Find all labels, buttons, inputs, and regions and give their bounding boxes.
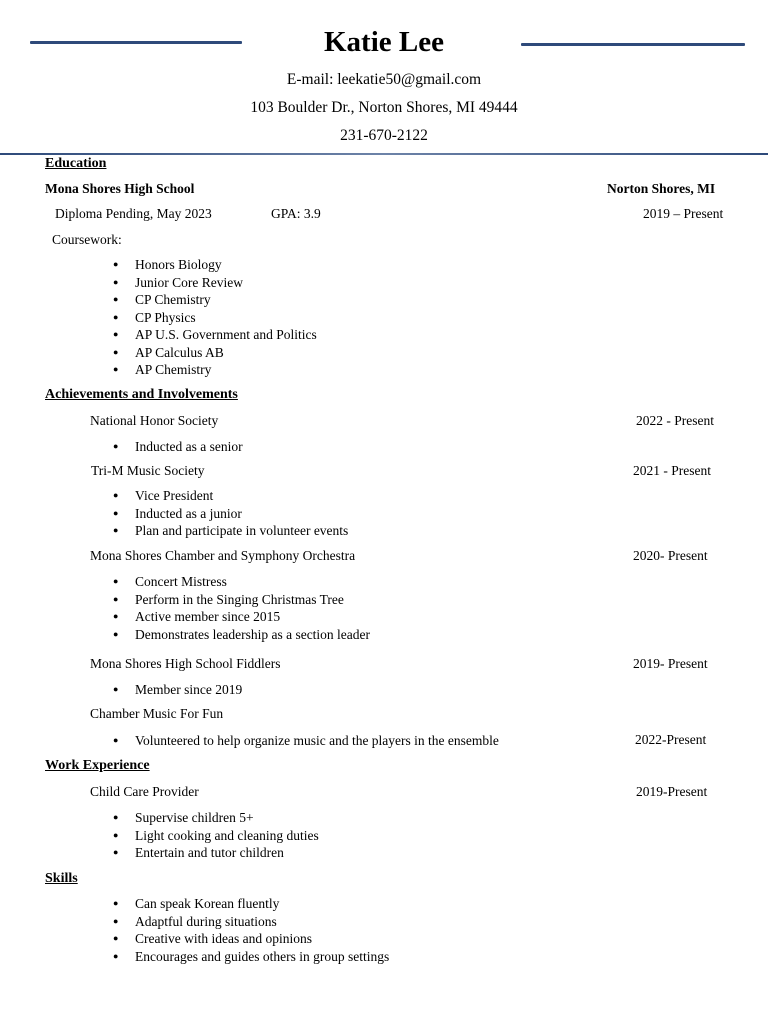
job-dates: 2019-Present	[636, 784, 708, 799]
achievement-dates: 2019- Present	[633, 656, 708, 671]
list-item: ● Volunteered to help organize music and the players in the ensemble	[113, 732, 499, 750]
achievement-dates: 2020- Present	[633, 548, 708, 563]
list-item: ● Adaptful during situations	[113, 913, 389, 931]
achievement-title: Mona Shores Chamber and Symphony Orchestra	[90, 548, 356, 563]
achievement-dates: 2022-Present	[635, 732, 707, 747]
list-item: ● Entertain and tutor children	[113, 844, 319, 862]
gpa: GPA: 3.9	[271, 206, 321, 221]
list-item: ● Active member since 2015	[113, 608, 370, 626]
skills-list	[113, 895, 389, 965]
list-item: ● Vice President	[113, 487, 348, 505]
phone-line: 231-670-2122	[340, 127, 428, 144]
list-item: ● Demonstrates leadership as a section leader	[113, 626, 370, 644]
achievement-title: Tri-M Music Society	[91, 463, 205, 478]
list-item: ● Junior Core Review	[113, 274, 317, 292]
resume-name: Katie Lee	[324, 26, 444, 58]
list-item: ● Honors Biology	[113, 256, 317, 274]
achievements-heading: Achievements and Involvements	[45, 387, 238, 402]
school-name: Mona Shores High School	[45, 181, 195, 196]
list-item: ● Inducted as a junior	[113, 505, 348, 523]
list-item: ● Creative with ideas and opinions	[113, 930, 389, 948]
work-heading: Work Experience	[45, 758, 150, 773]
achievement-title: Mona Shores High School Fiddlers	[90, 656, 281, 671]
address-line: 103 Boulder Dr., Norton Shores, MI 49444	[250, 99, 518, 116]
education-dates: 2019 – Present	[643, 206, 724, 221]
achievement-bullets	[113, 573, 370, 643]
header-divider	[0, 153, 768, 155]
list-item: ● CP Chemistry	[113, 291, 317, 309]
achievement-bullets	[113, 732, 499, 750]
job-title: Child Care Provider	[90, 784, 199, 799]
list-item: ● Light cooking and cleaning duties	[113, 827, 319, 845]
coursework-label: Coursework:	[52, 232, 122, 247]
list-item: ● Supervise children 5+	[113, 809, 319, 827]
list-item: ● Plan and participate in volunteer events	[113, 522, 348, 540]
diploma-status: Diploma Pending, May 2023	[55, 206, 212, 221]
list-item: ● Member since 2019	[113, 681, 242, 699]
achievement-title: Chamber Music For Fun	[90, 706, 224, 721]
achievement-dates: 2022 - Present	[636, 413, 714, 428]
coursework-list	[113, 256, 317, 379]
achievement-bullets	[113, 681, 242, 699]
skills-heading: Skills	[45, 871, 78, 886]
list-item: ● AP Chemistry	[113, 361, 317, 379]
list-item: ● Encourages and guides others in group settings	[113, 948, 389, 966]
email-line: E-mail: leekatie50@gmail.com	[286, 71, 482, 88]
school-location: Norton Shores, MI	[607, 181, 716, 196]
list-item: ● Can speak Korean fluently	[113, 895, 389, 913]
achievement-dates: 2021 - Present	[633, 463, 711, 478]
education-heading: Education	[45, 156, 107, 171]
list-item: ● AP Calculus AB	[113, 344, 317, 362]
list-item: ● Perform in the Singing Christmas Tree	[113, 591, 370, 609]
list-item: ● CP Physics	[113, 309, 317, 327]
achievement-bullets	[113, 487, 348, 540]
achievement-title: National Honor Society	[90, 413, 219, 428]
list-item: ● Concert Mistress	[113, 573, 370, 591]
list-item: ● Inducted as a senior	[113, 438, 243, 456]
list-item: ● AP U.S. Government and Politics	[113, 326, 317, 344]
job-bullets	[113, 809, 319, 862]
achievement-bullets	[113, 438, 243, 456]
